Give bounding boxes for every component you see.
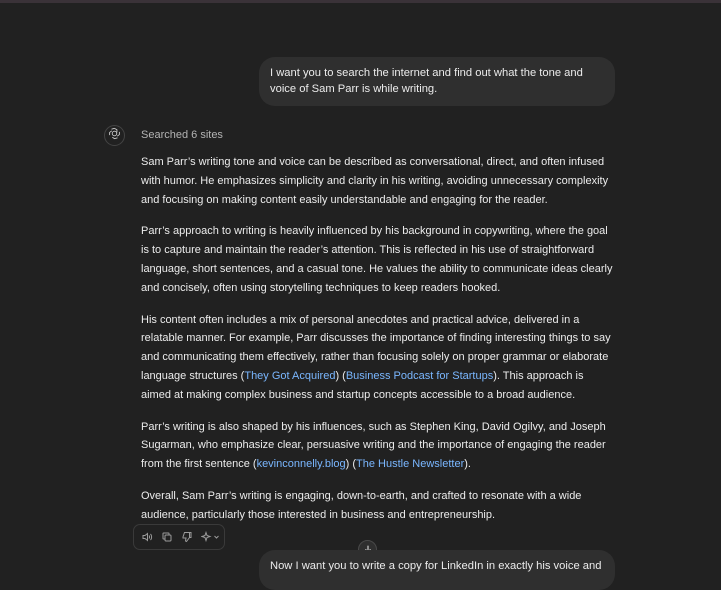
user-message-bubble	[259, 57, 615, 106]
user-message-text: I want you to search the internet and find out what the tone and voice of Sam Parr is while writing.	[270, 67, 583, 95]
paragraph-4-text: Parr’s writing is also shaped by his influences, such as Stephen King, David Ogilvy, and Joseph Sugarman, who emphasize clear, persuasive writing and the importance of engaging the reader from the first sentence	[141, 420, 606, 471]
user-message-2-text: Now I want you to write a copy for LinkedIn in exactly his voice and	[270, 560, 602, 572]
link-hustle-newsletter[interactable]: The Hustle Newsletter	[356, 458, 465, 471]
paren: ) (	[335, 369, 346, 382]
message-actions-bar	[133, 524, 225, 550]
answer-paragraph-2: Parr’s approach to writing is heavily influenced by his background in copywriting, where the goal is to capture and maintain the reader’s attention. This is reflected in his use of straightforward language, short sentences, and a casual tone. He values the ability to communicate ideas clearly and concisely, often using storytelling techniques to keep readers hooked.	[141, 225, 613, 294]
paragraph-4-tail: .	[467, 458, 471, 471]
paren: (	[252, 458, 257, 471]
searched-sites-label[interactable]: Searched 6 sites	[141, 129, 223, 141]
speaker-icon[interactable]	[140, 530, 154, 544]
user-message-bubble-2	[259, 550, 615, 590]
assistant-answer	[141, 153, 615, 538]
paren: ) (	[345, 458, 357, 471]
link-they-got-acquired[interactable]: They Got Acquired	[244, 369, 336, 382]
openai-logo-icon	[108, 127, 121, 145]
paragraph-3-tail: . This approach is aimed at making complex business and startup concepts accessible to a broad audience.	[141, 369, 584, 401]
answer-paragraph-3	[141, 311, 615, 405]
answer-paragraph-5: Overall, Sam Parr’s writing is engaging, down-to-earth, and crafted to resonate with a wide audience, particularly those interested in business and entrepreneurship.	[141, 489, 582, 521]
copy-icon[interactable]	[160, 530, 174, 544]
paren: (	[240, 369, 245, 382]
thumbs-down-icon[interactable]	[180, 530, 194, 544]
paren: )	[464, 458, 468, 471]
sparkle-regenerate-icon[interactable]	[200, 530, 222, 544]
assistant-avatar	[104, 125, 125, 146]
link-business-podcast[interactable]: Business Podcast for Startups	[345, 369, 494, 382]
answer-paragraph-4	[141, 418, 615, 474]
link-kevinconnelly-blog[interactable]: kevinconnelly.blog	[256, 458, 346, 471]
answer-paragraph-1: Sam Parr’s writing tone and voice can be described as conversational, direct, and often infused with humor. He emphasizes simplicity and clarity in his writing, avoiding unnecessary complexity and focusing on making content easily understandable and engaging for the reader.	[141, 156, 609, 206]
window-top-bar	[0, 0, 721, 3]
paragraph-3-text: His content often includes a mix of personal anecdotes and practical advice, delivered in a relatable manner. For example, Parr discusses the importance of finding interesting things to say and communicating them effectively, rather than focusing solely on proper grammar or elaborate language structures	[141, 313, 611, 382]
paren: )	[493, 369, 497, 382]
